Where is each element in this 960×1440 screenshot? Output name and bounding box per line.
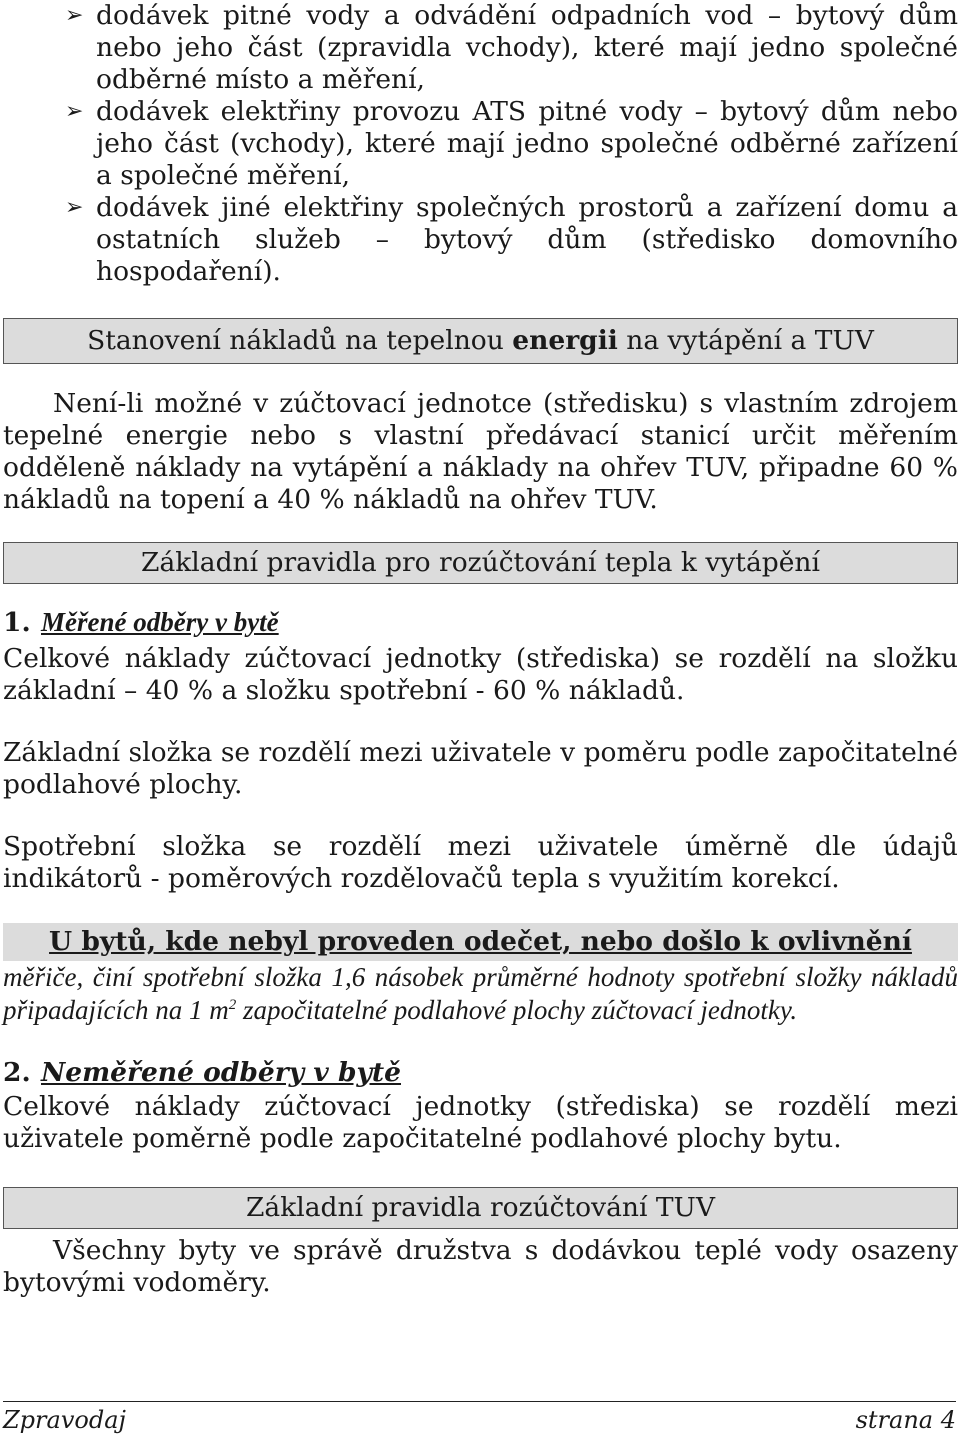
- arrow-bullet-icon: ➢: [65, 3, 84, 28]
- footer-publication-name: Zpravodaj: [3, 1406, 126, 1434]
- bullet-item: [3, 192, 958, 288]
- footer-page-number: strana 4: [855, 1406, 956, 1434]
- subsection-heading-metered: 1. Měřené odběry v bytě: [3, 607, 279, 638]
- bullet-text: dodávek elektřiny provozu ATS pitné vody – bytový dům nebo jeho část (vchody), které mají jedno společné odběrné zařízení a společné měření,: [96, 96, 958, 191]
- paragraph-unmetered-split: Celkové náklady zúčtovací jednotky (střediska) se rozdělí mezi uživatele poměrně podle započitatelné podlahové plochy bytu.: [3, 1091, 958, 1154]
- paragraph-heating-split: Není-li možné v zúčtovací jednotce (středisku) s vlastním zdrojem tepelné energie nebo s vlastní předávací stanicí určit měřením odděleně náklady na vytápění a náklady na ohřev TUV, připadne 60 % nákladů na topení a 40 % nákladů na ohřev TUV.: [3, 388, 958, 515]
- paragraph-cost-components: Celkové náklady zúčtovací jednotky (střediska) se rozdělí na složku základní – 40 % a složku spotřební - 60 % nákladů.: [3, 643, 958, 706]
- highlighted-note-row: U bytů, kde nebyl proveden odečet, nebo došlo k ovlivnění: [3, 923, 958, 961]
- bullet-item: [3, 0, 958, 96]
- bullet-list: [3, 0, 958, 288]
- section-heading-heating-energy: Stanovení nákladů na tepelnou energii na vytápění a TUV: [3, 318, 958, 364]
- paragraph-unread-meters: měřiče, činí spotřební složka 1,6 násobek průměrné hodnoty spotřební složky nákladů připadajících na 1 $m^2$ započitatelné podlahové plochy zúčtovací jednotky.: [3, 962, 958, 1025]
- section-heading-heating-rules: Základní pravidla pro rozúčtování tepla k vytápění: [3, 542, 958, 584]
- arrow-bullet-icon: ➢: [65, 195, 84, 220]
- paragraph-consumption-component: Spotřební složka se rozdělí mezi uživatele úměrně dle údajů indikátorů - poměrových rozdělovačů tepla s využitím korekcí.: [3, 831, 958, 894]
- page-footer: [3, 1401, 956, 1436]
- subsection-heading-unmetered: 2. Neměřené odběry v bytě: [3, 1057, 401, 1088]
- paragraph-water-meters: Všechny byty ve správě družstva s dodávkou teplé vody osazeny bytovými vodoměry.: [3, 1235, 958, 1298]
- bullet-text: dodávek pitné vody a odvádění odpadních vod – bytový dům nebo jeho část (zpravidla vchody), které mají jedno společné odběrné místo a měření,: [96, 0, 958, 95]
- bullet-text: dodávek jiné elektřiny společných prostorů a zařízení domu a ostatních služeb – bytový dům (středisko domovního hospodaření).: [96, 192, 958, 287]
- bullet-item: [3, 96, 958, 192]
- paragraph-base-component: Základní složka se rozdělí mezi uživatele v poměru podle započitatelné podlahové plochy.: [3, 737, 958, 800]
- section-heading-hot-water-rules: Základní pravidla rozúčtování TUV: [3, 1187, 958, 1229]
- arrow-bullet-icon: ➢: [65, 99, 84, 124]
